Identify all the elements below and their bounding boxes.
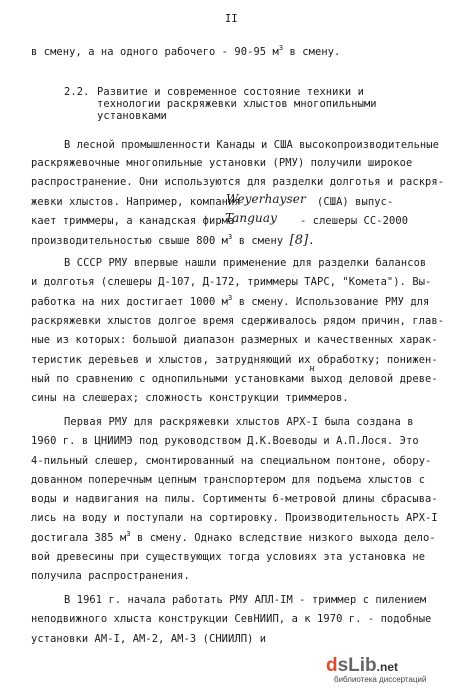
para3-line-7-sup: 3 (126, 530, 131, 538)
para1-line-5-tail: - слешеры СС-2000 (300, 215, 409, 227)
para3-line-7-text: достигала 385 м (31, 532, 127, 544)
para2-line-2: и долготья (слешеры Д-107, Д-172, триммеры ТАРС, "Комета"). Вы- (31, 276, 432, 288)
para1-line-4-text: жевки хлыстов. Например, компания (31, 196, 241, 208)
dslib-logo-net: .net (376, 660, 399, 674)
para1-line-6-sup: 3 (228, 233, 233, 241)
intro-sup: 3 (278, 44, 284, 52)
para1-line-1: В лесной промышленности Канады и США высокопроизводительные (64, 139, 439, 151)
handwritten-company-name: Weyerhayser (226, 192, 306, 206)
para1-line-5-text: кает триммеры, а канадская фирма (31, 215, 235, 227)
para4-line-1: В 1961 г. начала работать РМУ АПЛ-IM - триммер с пилением (64, 594, 427, 606)
intro-tail: в смену. (283, 46, 341, 58)
para2-line-6: теристик деревьев и хлыстов, затрудняющий их обработку; понижен- (31, 354, 438, 366)
para4-line-3: установки АМ-I, АМ-2, АМ-3 (СНИИЛП) и (31, 633, 267, 645)
para3-line-6: лись на воду и поступали на сортировку. Производительность АРХ-I (31, 512, 438, 524)
para3-line-2: 1960 г. в ЦНИИМЭ под руководством Д.К.Воеводы и А.П.Лося. Это (31, 435, 419, 447)
para2-line-7 (31, 364, 438, 385)
para3-line-9: получила распространения. (31, 570, 190, 582)
page-number: II (225, 13, 238, 25)
para2-line-5: ные из которых: большой диапазон размерных и качественных харак- (31, 334, 438, 346)
dslib-watermark (326, 653, 444, 687)
section-title-line-1: Развитие и современное состояние техники и (97, 86, 364, 98)
para3-line-4: дованном поперечным цепным транспортером для подъема хлыстов с (31, 474, 426, 486)
para3-line-5: воды и надвигания на пилы. Сортименты 6-метровой длины сбрасыва- (31, 493, 438, 505)
section-title-line-3: установками (97, 110, 167, 122)
para2-line-3-text: работка на них достигает 1000 м (31, 296, 229, 308)
dslib-logo-d: d (326, 655, 338, 676)
dslib-caption: библиотека диссертаций (334, 675, 427, 684)
handwritten-correction-mark: н (309, 364, 316, 374)
para1-line-3: распространение. Они используются для разделки долготья и раскря- (31, 176, 445, 188)
para2-line-7-text: ный по сравнению с однопильными установками выход деловой древе- (31, 373, 438, 385)
para2-line-8: сины на слешерах; сложность конструкции триммеров. (31, 392, 349, 404)
para3-line-1: Первая РМУ для раскряжевки хлыстов АРХ-I была создана в (64, 416, 414, 428)
para3-line-7-tail: в смену. Однако вследствие низкого выхода делo- (130, 532, 436, 544)
para2-line-3 (31, 296, 429, 308)
para1-line-4-tail: (США) выпус- (317, 196, 394, 208)
para1-line-6 (31, 235, 315, 247)
para1-line-6-end: . (308, 235, 315, 247)
para1-line-2: раскряжевочные многопильные установки (РМУ) получили широкое (31, 157, 413, 169)
handwritten-firm-name: Tanguay (225, 211, 277, 225)
para2-line-4: раскряжевки хлыстов долгое время сдерживалось рядом причин, глав- (31, 315, 445, 327)
section-number: 2.2. (64, 86, 90, 98)
para2-line-1: В СССР РМУ впервые нашли применение для разделки балансов (64, 257, 427, 269)
para3-line-3: 4-пильный слешер, смонтированный на специальном понтоне, обору- (31, 455, 432, 467)
para2-line-3-tail: в смену. Использование РМУ для (232, 296, 430, 308)
para1-line-6-text: производительностью свыше 800 м (31, 235, 229, 247)
para1-line-4 (31, 192, 394, 208)
para3-line-8: вой древесины при существующих тогда условиях эта установка не (31, 551, 426, 563)
para2-line-3-sup: 3 (228, 294, 233, 302)
para3-line-7 (31, 532, 436, 544)
para4-line-2: неподвижного хлыста конструкции СевНИИП, а к 1970 г. - подобные (31, 613, 432, 625)
intro-line (31, 46, 340, 58)
section-title-line-2: технологии раскряжевки хлыстов многопильными (97, 98, 377, 110)
dslib-logo-text: sLib (337, 655, 377, 676)
dslib-logo (326, 655, 398, 677)
para1-line-6-mid: в смену (232, 235, 284, 247)
reference-mark: [8] (289, 233, 309, 248)
intro-text: в смену, а на одного рабочего - 90-95 м (31, 46, 279, 58)
para1-line-5 (31, 211, 409, 227)
